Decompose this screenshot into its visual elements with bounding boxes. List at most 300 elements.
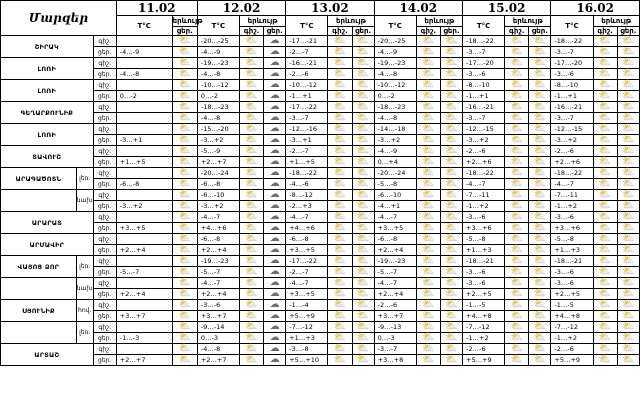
partly-cloudy-icon: ⛅ — [622, 35, 635, 46]
weather-icon-cell — [172, 36, 197, 47]
temperature-cell: -20…-24 — [197, 168, 239, 179]
weather-icon-cell — [593, 278, 617, 289]
weather-icon-cell — [617, 223, 639, 234]
weather-icon-cell — [505, 36, 529, 47]
partly-cloudy-icon: ⛅ — [245, 156, 258, 167]
night-header: գիշ. — [593, 27, 617, 36]
weather-icon-cell — [239, 245, 263, 256]
weather-icon-cell — [617, 267, 639, 278]
weather-icon-cell — [352, 245, 374, 256]
partly-cloudy-icon: ⛅ — [422, 321, 435, 332]
temperature-cell: -18…-22 — [551, 168, 593, 179]
partly-cloudy-icon: ⛅ — [178, 178, 191, 189]
temp-header: T°C — [463, 16, 505, 36]
date-header: 16.02 — [551, 1, 640, 16]
temperature-cell: -4…-8 — [116, 69, 172, 80]
weather-icon-cell — [440, 256, 462, 267]
weather-icon-cell — [264, 322, 286, 333]
region-name: ԱՐԱՐԱՏ — [1, 212, 94, 234]
temperature-cell: +3…+7 — [197, 311, 239, 322]
weather-icon-cell — [239, 311, 263, 322]
weather-icon-cell — [352, 135, 374, 146]
partly-cloudy-icon: ⛅ — [422, 90, 435, 101]
temperature-cell: -6…-10 — [197, 190, 239, 201]
day-night-label: գիշ. — [93, 278, 116, 289]
temperature-cell: -3…-7 — [286, 113, 328, 124]
temperature-cell: -6…-8 — [197, 234, 239, 245]
temperature-cell: -3…+1 — [286, 135, 328, 146]
region-name: ԼՈՌԻ — [1, 58, 94, 80]
temperature-cell: -7…-11 — [463, 190, 505, 201]
weather-icon-cell — [440, 157, 462, 168]
partly-cloudy-icon: ⛅ — [445, 156, 458, 167]
weather-icon-cell — [328, 278, 352, 289]
partly-cloudy-icon: ⛅ — [445, 101, 458, 112]
partly-cloudy-icon: ⛅ — [333, 255, 347, 266]
weather-icon-cell — [529, 333, 551, 344]
temperature-cell: +1…+5 — [116, 157, 172, 168]
cloudy-icon: ☁ — [269, 90, 280, 101]
partly-cloudy-icon: ⛅ — [510, 90, 523, 101]
cloudy-icon: ☁ — [269, 321, 280, 332]
temperature-cell: -1…+2 — [551, 201, 593, 212]
partly-cloudy-icon: ⛅ — [422, 123, 435, 134]
cloudy-icon: ☁ — [269, 156, 280, 167]
weather-icon-cell — [505, 256, 529, 267]
weather-icon-cell — [505, 47, 529, 58]
cloudy-icon: ☁ — [269, 211, 280, 222]
temperature-cell: +2…+4 — [116, 245, 172, 256]
table-row — [1, 190, 640, 201]
weather-icon-cell — [239, 322, 263, 333]
temperature-cell: +2…+5 — [463, 289, 505, 300]
weather-header: երևույթ — [416, 16, 462, 27]
weather-icon-cell — [416, 36, 440, 47]
temperature-cell: -12…-16 — [286, 124, 328, 135]
temperature-cell: +2…+4 — [374, 289, 416, 300]
cloudy-icon: ☁ — [269, 288, 280, 299]
partly-cloudy-icon: ⛅ — [622, 57, 635, 68]
region-subzone: լեռ. — [76, 256, 93, 278]
partly-cloudy-icon: ⛅ — [333, 189, 347, 200]
table-row — [1, 311, 640, 322]
table-row — [1, 322, 640, 333]
partly-cloudy-icon: ⛅ — [422, 310, 435, 321]
partly-cloudy-icon: ⛅ — [598, 35, 612, 46]
partly-cloudy-icon: ⛅ — [510, 112, 523, 123]
partly-cloudy-icon: ⛅ — [510, 266, 523, 277]
weather-icon-cell — [352, 355, 374, 366]
partly-cloudy-icon: ⛅ — [333, 101, 347, 112]
partly-cloudy-icon: ⛅ — [622, 68, 635, 79]
weather-icon-cell — [172, 355, 197, 366]
temperature-cell: -19…-23 — [374, 58, 416, 69]
temperature-cell: 0…-2 — [116, 91, 172, 102]
weather-icon-cell — [617, 80, 639, 91]
temperature-cell: -4…-9 — [374, 146, 416, 157]
region-name: ԱՐՄԱՎԻՐ — [1, 234, 94, 256]
weather-icon-cell — [440, 234, 462, 245]
weather-icon-cell — [617, 91, 639, 102]
partly-cloudy-icon: ⛅ — [178, 68, 191, 79]
temperature-cell: -3…-7 — [374, 344, 416, 355]
partly-cloudy-icon: ⛅ — [178, 112, 191, 123]
partly-cloudy-icon: ⛅ — [333, 343, 347, 354]
weather-icon-cell — [529, 124, 551, 135]
temperature-cell: -1…-3 — [116, 333, 172, 344]
weather-header: երևույթ — [593, 16, 640, 27]
night-header: գիշ. — [416, 27, 440, 36]
weather-icon-cell — [239, 278, 263, 289]
weather-icon-cell — [440, 47, 462, 58]
day-night-label: գիշ. — [93, 58, 116, 69]
partly-cloudy-icon: ⛅ — [333, 68, 347, 79]
weather-icon-cell — [617, 124, 639, 135]
region-subzone: լեռ. — [76, 168, 93, 190]
weather-icon-cell — [529, 47, 551, 58]
partly-cloudy-icon: ⛅ — [533, 167, 547, 178]
weather-icon-cell — [239, 179, 263, 190]
temperature-cell: -3…-7 — [463, 47, 505, 58]
weather-icon-cell — [239, 146, 263, 157]
weather-icon-cell — [239, 168, 263, 179]
day-night-label: գիշ. — [93, 190, 116, 201]
weather-icon-cell — [328, 311, 352, 322]
weather-icon-cell — [172, 157, 197, 168]
weather-icon-cell — [328, 179, 352, 190]
partly-cloudy-icon: ⛅ — [245, 244, 258, 255]
temperature-cell: -4…-9 — [197, 47, 239, 58]
partly-cloudy-icon: ⛅ — [598, 134, 612, 145]
temperature-cell — [116, 322, 172, 333]
temperature-cell: -17…-22 — [286, 256, 328, 267]
date-header: 11.02 — [116, 1, 197, 16]
weather-icon-cell — [264, 234, 286, 245]
partly-cloudy-icon: ⛅ — [533, 101, 547, 112]
cloudy-icon: ☁ — [269, 68, 280, 79]
weather-icon-cell — [172, 80, 197, 91]
weather-icon-cell — [416, 289, 440, 300]
partly-cloudy-icon: ⛅ — [533, 233, 547, 244]
weather-icon-cell — [264, 157, 286, 168]
weather-icon-cell — [172, 333, 197, 344]
weather-icon-cell — [593, 333, 617, 344]
partly-cloudy-icon: ⛅ — [333, 354, 347, 365]
weather-icon-cell — [352, 234, 374, 245]
partly-cloudy-icon: ⛅ — [598, 189, 612, 200]
weather-icon-cell — [505, 69, 529, 80]
partly-cloudy-icon: ⛅ — [533, 244, 547, 255]
partly-cloudy-icon: ⛅ — [356, 255, 370, 266]
partly-cloudy-icon: ⛅ — [356, 167, 370, 178]
weather-icon-cell — [352, 300, 374, 311]
partly-cloudy-icon: ⛅ — [598, 255, 612, 266]
partly-cloudy-icon: ⛅ — [178, 222, 191, 233]
partly-cloudy-icon: ⛅ — [598, 233, 612, 244]
partly-cloudy-icon: ⛅ — [422, 200, 435, 211]
partly-cloudy-icon: ⛅ — [533, 277, 547, 288]
partly-cloudy-icon: ⛅ — [356, 277, 370, 288]
temperature-cell: -20…-25 — [197, 36, 239, 47]
partly-cloudy-icon: ⛅ — [533, 46, 547, 57]
weather-icon-cell — [239, 344, 263, 355]
temperature-cell — [116, 190, 172, 201]
temp-header: T°C — [551, 16, 593, 36]
day-night-label: գիշ. — [93, 212, 116, 223]
region-name: ՎԱՅՈՑ ՁՈՐ — [1, 256, 77, 278]
weather-icon-cell — [328, 289, 352, 300]
cloudy-icon: ☁ — [269, 266, 280, 277]
temperature-cell: -2…+3 — [286, 201, 328, 212]
temperature-cell: -5…-7 — [197, 267, 239, 278]
region-name — [1, 322, 77, 344]
weather-icon-cell — [617, 333, 639, 344]
table-row — [1, 300, 640, 311]
temperature-cell — [116, 300, 172, 311]
partly-cloudy-icon: ⛅ — [622, 211, 635, 222]
partly-cloudy-icon: ⛅ — [333, 123, 347, 134]
day-night-label: գիշ. — [93, 256, 116, 267]
weather-icon-cell — [328, 267, 352, 278]
partly-cloudy-icon: ⛅ — [333, 233, 347, 244]
weather-icon-cell — [617, 311, 639, 322]
weather-icon-cell — [505, 179, 529, 190]
partly-cloudy-icon: ⛅ — [333, 145, 347, 156]
weather-icon-cell — [264, 113, 286, 124]
weather-icon-cell — [617, 322, 639, 333]
partly-cloudy-icon: ⛅ — [422, 46, 435, 57]
weather-icon-cell — [529, 355, 551, 366]
weather-icon-cell — [440, 289, 462, 300]
weather-icon-cell — [172, 91, 197, 102]
partly-cloudy-icon: ⛅ — [356, 46, 370, 57]
cloudy-icon: ☁ — [269, 178, 280, 189]
weather-icon-cell — [593, 179, 617, 190]
day-night-label: ցեր. — [93, 69, 116, 80]
weather-icon-cell — [617, 168, 639, 179]
weather-icon-cell — [352, 58, 374, 69]
partly-cloudy-icon: ⛅ — [422, 35, 435, 46]
partly-cloudy-icon: ⛅ — [510, 167, 523, 178]
weather-icon-cell — [328, 146, 352, 157]
temperature-cell: -2…-6 — [463, 344, 505, 355]
partly-cloudy-icon: ⛅ — [622, 233, 635, 244]
weather-icon-cell — [264, 47, 286, 58]
partly-cloudy-icon: ⛅ — [622, 321, 635, 332]
weather-icon-cell — [352, 256, 374, 267]
partly-cloudy-icon: ⛅ — [356, 123, 370, 134]
partly-cloudy-icon: ⛅ — [422, 189, 435, 200]
weather-icon-cell — [172, 179, 197, 190]
partly-cloudy-icon: ⛅ — [510, 46, 523, 57]
weather-icon-cell — [416, 146, 440, 157]
partly-cloudy-icon: ⛅ — [333, 332, 347, 343]
partly-cloudy-icon: ⛅ — [178, 310, 191, 321]
partly-cloudy-icon: ⛅ — [178, 57, 191, 68]
weather-icon-cell — [505, 102, 529, 113]
temperature-cell: -8…-12 — [286, 190, 328, 201]
partly-cloudy-icon: ⛅ — [356, 343, 370, 354]
partly-cloudy-icon: ⛅ — [356, 332, 370, 343]
weather-icon-cell — [440, 179, 462, 190]
cloudy-icon: ☁ — [269, 57, 280, 68]
partly-cloudy-icon: ⛅ — [245, 200, 258, 211]
weather-icon-cell — [440, 333, 462, 344]
weather-icon-cell — [172, 300, 197, 311]
partly-cloudy-icon: ⛅ — [622, 255, 635, 266]
weather-icon-cell — [328, 135, 352, 146]
weather-icon-cell — [617, 344, 639, 355]
temperature-cell: +3…+6 — [551, 223, 593, 234]
partly-cloudy-icon: ⛅ — [533, 222, 547, 233]
weather-icon-cell — [239, 355, 263, 366]
weather-icon-cell — [440, 245, 462, 256]
partly-cloudy-icon: ⛅ — [333, 57, 347, 68]
weather-icon-cell — [593, 58, 617, 69]
weather-icon-cell — [593, 300, 617, 311]
partly-cloudy-icon: ⛅ — [445, 233, 458, 244]
partly-cloudy-icon: ⛅ — [422, 255, 435, 266]
weather-icon-cell — [328, 322, 352, 333]
partly-cloudy-icon: ⛅ — [333, 156, 347, 167]
weather-icon-cell — [593, 344, 617, 355]
day-night-label: գիշ. — [93, 322, 116, 333]
partly-cloudy-icon: ⛅ — [445, 244, 458, 255]
weather-header: երևույթ — [505, 16, 551, 27]
partly-cloudy-icon: ⛅ — [622, 288, 635, 299]
temperature-cell: -17…-20 — [463, 58, 505, 69]
partly-cloudy-icon: ⛅ — [598, 277, 612, 288]
weather-icon-cell — [440, 322, 462, 333]
partly-cloudy-icon: ⛅ — [356, 200, 370, 211]
temperature-cell: -4…-8 — [197, 69, 239, 80]
weather-icon-cell — [416, 245, 440, 256]
night-header: գիշ. — [505, 27, 529, 36]
partly-cloudy-icon: ⛅ — [178, 343, 191, 354]
temperature-cell: -3…+1 — [116, 135, 172, 146]
partly-cloudy-icon: ⛅ — [598, 299, 612, 310]
temp-header: T°C — [286, 16, 328, 36]
partly-cloudy-icon: ⛅ — [178, 90, 191, 101]
partly-cloudy-icon: ⛅ — [445, 200, 458, 211]
temperature-cell: -1…+2 — [463, 333, 505, 344]
temperature-cell: -19…-23 — [197, 58, 239, 69]
partly-cloudy-icon: ⛅ — [422, 222, 435, 233]
partly-cloudy-icon: ⛅ — [533, 354, 547, 365]
partly-cloudy-icon: ⛅ — [178, 189, 191, 200]
partly-cloudy-icon: ⛅ — [445, 145, 458, 156]
partly-cloudy-icon: ⛅ — [622, 277, 635, 288]
weather-icon-cell — [352, 124, 374, 135]
partly-cloudy-icon: ⛅ — [510, 178, 523, 189]
partly-cloudy-icon: ⛅ — [245, 189, 258, 200]
temperature-cell: -4…-7 — [286, 278, 328, 289]
temperature-cell: -3…+2 — [551, 135, 593, 146]
weather-icon-cell — [352, 102, 374, 113]
partly-cloudy-icon: ⛅ — [598, 200, 612, 211]
weather-icon-cell — [239, 212, 263, 223]
weather-icon-cell — [416, 135, 440, 146]
temperature-cell: -3…-6 — [551, 278, 593, 289]
weather-icon-cell — [416, 322, 440, 333]
temperature-cell: -3…-6 — [463, 278, 505, 289]
partly-cloudy-icon: ⛅ — [245, 222, 258, 233]
weather-icon-cell — [172, 201, 197, 212]
day-night-label: ցեր. — [93, 267, 116, 278]
weather-icon-cell — [505, 267, 529, 278]
weather-icon-cell — [172, 322, 197, 333]
temperature-cell — [116, 113, 172, 124]
temperature-cell: -18…-21 — [551, 256, 593, 267]
weather-icon-cell — [593, 168, 617, 179]
weather-icon-cell — [239, 256, 263, 267]
weather-icon-cell — [416, 223, 440, 234]
partly-cloudy-icon: ⛅ — [333, 244, 347, 255]
weather-icon-cell — [328, 333, 352, 344]
table-row — [1, 47, 640, 58]
temperature-cell: -9…-13 — [374, 322, 416, 333]
temperature-cell — [116, 256, 172, 267]
partly-cloudy-icon: ⛅ — [356, 35, 370, 46]
partly-cloudy-icon: ⛅ — [422, 178, 435, 189]
temperature-cell: +2…+7 — [197, 355, 239, 366]
partly-cloudy-icon: ⛅ — [422, 211, 435, 222]
partly-cloudy-icon: ⛅ — [510, 321, 523, 332]
partly-cloudy-icon: ⛅ — [598, 178, 612, 189]
partly-cloudy-icon: ⛅ — [245, 79, 258, 90]
partly-cloudy-icon: ⛅ — [445, 35, 458, 46]
temperature-cell: -8…-10 — [551, 80, 593, 91]
partly-cloudy-icon: ⛅ — [245, 299, 258, 310]
weather-icon-cell — [352, 278, 374, 289]
weather-icon-cell — [617, 69, 639, 80]
weather-icon-cell — [440, 267, 462, 278]
weather-icon-cell — [352, 47, 374, 58]
weather-icon-cell — [505, 91, 529, 102]
temperature-cell: -18…-22 — [463, 168, 505, 179]
weather-icon-cell — [593, 311, 617, 322]
partly-cloudy-icon: ⛅ — [178, 35, 191, 46]
weather-icon-cell — [617, 256, 639, 267]
weather-icon-cell — [352, 157, 374, 168]
partly-cloudy-icon: ⛅ — [422, 68, 435, 79]
partly-cloudy-icon: ⛅ — [445, 90, 458, 101]
partly-cloudy-icon: ⛅ — [245, 57, 258, 68]
partly-cloudy-icon: ⛅ — [622, 189, 635, 200]
partly-cloudy-icon: ⛅ — [178, 299, 191, 310]
table-row — [1, 146, 640, 157]
cloudy-icon: ☁ — [269, 233, 280, 244]
partly-cloudy-icon: ⛅ — [598, 101, 612, 112]
partly-cloudy-icon: ⛅ — [356, 222, 370, 233]
day-header: ցեր. — [352, 27, 374, 36]
partly-cloudy-icon: ⛅ — [245, 90, 258, 101]
weather-icon-cell — [593, 124, 617, 135]
partly-cloudy-icon: ⛅ — [622, 46, 635, 57]
table-row — [1, 135, 640, 146]
region-name: ԼՈՌԻ — [1, 80, 94, 102]
partly-cloudy-icon: ⛅ — [422, 79, 435, 90]
weather-icon-cell — [239, 300, 263, 311]
cloudy-icon: ☁ — [269, 299, 280, 310]
region-subzone: նախ. — [76, 278, 93, 300]
weather-icon-cell — [352, 113, 374, 124]
weather-icon-cell — [529, 223, 551, 234]
day-night-label: ցեր. — [93, 201, 116, 212]
weather-icon-cell — [505, 190, 529, 201]
weather-icon-cell — [593, 36, 617, 47]
temperature-cell: -6…-8 — [116, 179, 172, 190]
